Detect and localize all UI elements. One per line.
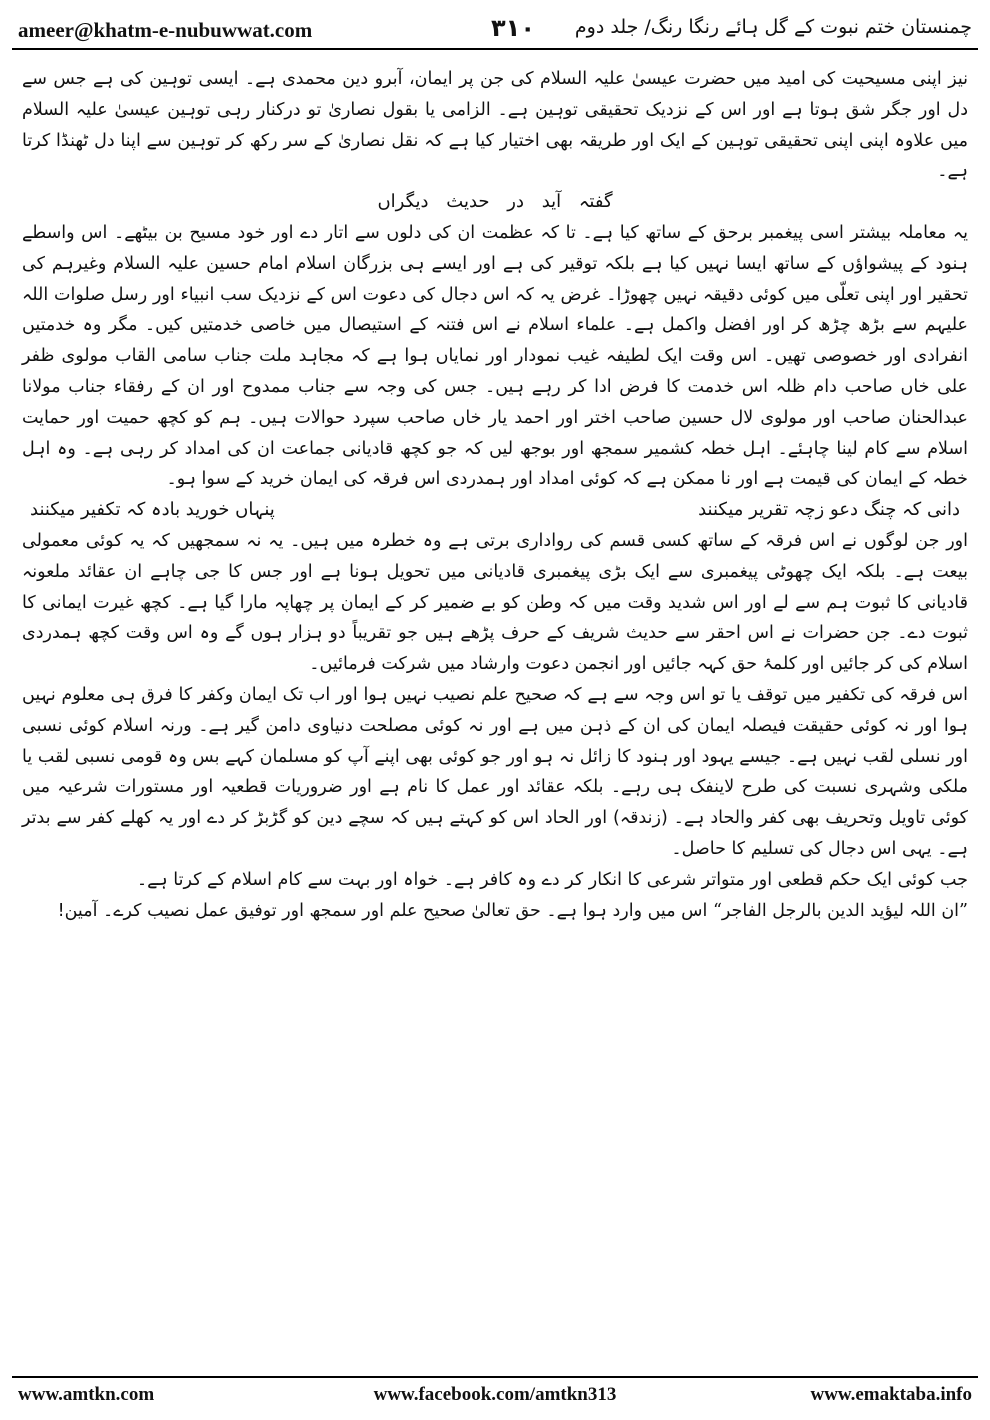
- footer-link-amtkn[interactable]: www.amtkn.com: [18, 1384, 155, 1405]
- page-body: [22, 64, 968, 1364]
- paragraph-4: اس فرقہ کی تکفیر میں توقف یا تو اس وجہ سے ہے کہ صحیح علم نصیب نہیں ہوا اور اب تک ایمان وکفر کا فرق ہی معلوم نہیں ہوا اور نہ کوئی حقیقت فیصلہ ایمان کی ان کے ذہن میں ہے اور نہ کوئی مصلحت دنیاوی دامن گیر ہے۔ ورنہ اسلام کوئی نسبی اور نسلی لقب نہیں ہے۔ جیسے یہود اور ہنود کا زائل نہ ہو اور جو کوئی بھی اپنے آپ کو مسلمان کہے بس وہ قومی نسبی لقب یا ملکی وشہری نسبت کی طرح لاینفک ہی رہے۔ بلکہ عقائد اور عمل کا نام ہے اور ضروریات قطعیہ اور مستورات شرعیہ میں کوئی تاویل وتحریف بھی کفر والحاد ہے۔ (زندقہ) اور الحاد اس کو کہتے ہیں کہ سچے دین کو گڑبڑ کر دے اور یہ کھلے کفر سے بدتر ہے۔ یہی اس دجال کی تسلیم کا حاصل۔: [22, 684, 968, 859]
- book-title: چمنستان ختم نبوت کے گل ہائے رنگا رنگ/ جلد دوم: [574, 16, 972, 38]
- paragraph-6: [22, 896, 968, 927]
- page-header: [18, 14, 972, 50]
- paragraph-2: یہ معاملہ بیشتر اسی پیغمبر برحق کے ساتھ کیا ہے۔ تا کہ عظمت ان کی دلوں سے اتار دے اور خود مسیح بن بیٹھے۔ اس واسطے ہنود کے پیشواؤں کے ساتھ ایسا نہیں کیا ہے بلکہ توقیر کی ہے اور ایسے ہی بزرگان اسلام امام حسین علیہ السلام وغیرہم کی تحقیر اور اپنی تعلّی میں کوئی دقیقہ نہیں چھوڑا۔ غرض یہ کہ اس دجال کی دعوت اس کے نزدیک سب انبیاء اور رسل صلوات اللہ علیہم سے بڑھ چڑھ کر اور افضل واکمل ہے۔ علماء اسلام نے اس فتنہ کے استیصال میں خاصی خدمتیں کیں۔ مگر وہ خدمتیں انفرادی اور خصوصی تھیں۔ اس وقت ایک لطیفہ غیب نمودار اور نمایاں ہوا ہے کہ مجاہد ملت جناب سامی القاب مولوی ظفر علی خاں صاحب دام ظلہ اس خدمت کا فرض ادا کر رہے ہیں۔ جس کی وجہ سے جناب ممدوح اور ان کے رفقاء جناب مولانا عبدالحنان صاحب اور مولوی لال حسین صاحب اختر اور احمد یار خاں صاحب سپرد حوالات ہیں۔ ہم کو کچھ حمیت اور حمایت اسلام سے کام لینا چاہئے۔ اہل خطہ کشمیر سمجھ اور بوجھ لیں کہ جو کچھ قادیانی جماعت ان کی امداد کر رہی ہے۔ وہ اہل خطہ کے ایمان کی قیمت ہے اور نا ممکن ہے کہ کوئی امداد اور ہمدردی اس فرقہ کی ایمان خرید کے سوا ہو۔: [22, 222, 968, 490]
- persian-verse: [22, 495, 968, 526]
- arabic-quote: ”ان اللہ لیؤید الدین بالرجل الفاجر“: [712, 900, 968, 921]
- footer-link-emaktaba[interactable]: www.emaktaba.info: [810, 1384, 972, 1405]
- paragraph-5: جب کوئی ایک حکم قطعی اور متواتر شرعی کا انکار کر دے وہ کافر ہے۔ خواہ اور بہت سے کام اسلام کے کرتا ہے۔: [136, 869, 968, 890]
- page-footer: [18, 1384, 972, 1412]
- page-number: ۳۱۰: [491, 14, 535, 42]
- paragraph-6-text: اس میں وارد ہوا ہے۔ حق تعالیٰ صحیح علم اور سمجھ اور توفیق عمل نصیب کرے۔ آمین!: [57, 900, 708, 921]
- footer-link-facebook[interactable]: www.facebook.com/amtkn313: [373, 1384, 617, 1405]
- header-email[interactable]: ameer@khatm-e-nubuwwat.com: [18, 18, 313, 42]
- verse-second-hemistich: پنہاں خورید بادہ کہ تکفیر میکنند: [30, 499, 275, 521]
- header-divider: [12, 48, 978, 50]
- verse-first-hemistich: دانی کہ چنگ دعو زچہ تقریر میکنند: [698, 499, 960, 521]
- paragraph-1: نیز اپنی مسیحیت کی امید میں حضرت عیسیٰ علیہ السلام کی جن پر ایمان، آبرو دین محمدی ہے۔ ایسی توہین کی ہے جس سے دل اور جگر شق ہوتا ہے اور اس کے نزدیک تحقیقی توہین ہے۔ الزامی یا بقول نصاریٰ تو درکنار رہی توہین عیسیٰ علیہ السلام میں علاوہ اپنی اپنی تحقیقی توہین کے ایک اور طریقہ بھی اختیار کیا ہے کہ نقل نصاریٰ کے سر رکھ کر توہین سے اپنا دل ٹھنڈا کرتا ہے۔: [22, 69, 968, 182]
- paragraph-3: اور جن لوگوں نے اس فرقہ کے ساتھ کسی قسم کی رواداری برتی ہے وہ خطرہ میں ہیں۔ یہ نہ سمجھیں کہ یہ کوئی معمولی بیعت ہے۔ بلکہ ایک چھوٹی پیغمبری سے ایک بڑی پیغمبری قادیانی میں تحویل ہونا ہے اور جس کا جی چاہے ان عقائد ملعونہ قادیانی کا ثبوت ہم سے لے اور اس شدید وقت میں کہ وطن کو بے ضمیر کر کے ایمان پر چھاپہ مارا گیا ہے۔ کچھ غیرت ایمانی کا ثبوت دے۔ جن حضرات نے اس احقر سے حدیث شریف کے حرف پڑھے ہیں جو تقریباً دو ہزار ہوں گے وہ اس وقت کچھ ہمدردی اسلام کی کر جائیں اور کلمۂ حق کہہ جائیں اور انجمن دعوت وارشاد میں شرکت فرمائیں۔: [22, 530, 968, 675]
- section-heading: گفتہ آید در حدیث دیگراں: [377, 191, 613, 213]
- footer-divider: [12, 1376, 978, 1378]
